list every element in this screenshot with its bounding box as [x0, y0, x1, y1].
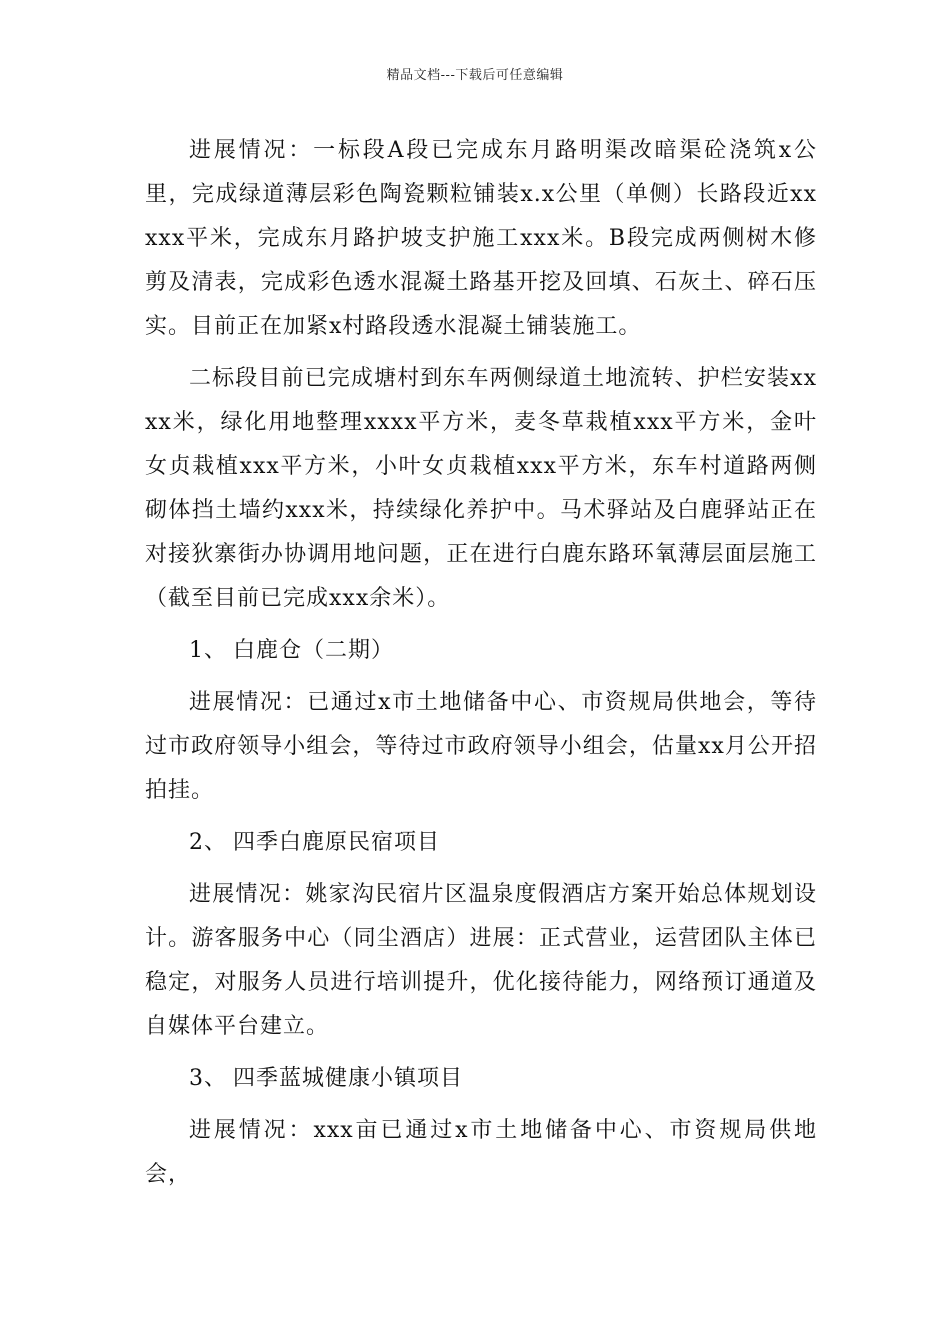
heading-number: 2、	[189, 830, 227, 855]
heading-title: 四季白鹿原民宿项目	[233, 830, 441, 855]
heading-homestay-project	[145, 821, 817, 865]
heading-number: 1、	[189, 638, 227, 663]
paragraph-bailucang-progress: 进展情况：已通过x市土地储备中心、市资规局供地会，等待过市政府领导小组会，等待过市政府领导小组会，估量xx月公开招拍挂。	[145, 690, 817, 803]
heading-number: 3、	[189, 1066, 227, 1091]
paragraph-health-town-progress: 进展情况：xxx亩已通过x市土地储备中心、市资规局供地会，	[145, 1118, 817, 1187]
heading-bailucang	[145, 629, 817, 673]
document-body	[145, 129, 817, 1205]
paragraph-section-2-progress: 二标段目前已完成塘村到东车两侧绿道土地流转、护栏安装xxxx米，绿化用地整理xxxx平方米，麦冬草栽植xxx平方米，金叶女贞栽植xxx平方米，小叶女贞栽植xxx平方米，东车村道路两侧砌体挡土墙约xxx米，持续绿化养护中。马术驿站及白鹿驿站正在对接狄寨街办协调用地问题，正在进行白鹿东路环氧薄层面层施工（截至目前已完成xxx余米）。	[145, 366, 817, 611]
paragraph-section-1-progress: 进展情况：一标段A段已完成东月路明渠改暗渠砼浇筑x公里，完成绿道薄层彩色陶瓷颗粒铺装x.x公里（单侧）长路段近xxxxx平米，完成东月路护坡支护施工xxx米。B段完成两侧树木修剪及清表，完成彩色透水混凝土路基开挖及回填、石灰土、碎石压实。目前正在加紧x村路段透水混凝土铺装施工。	[145, 138, 817, 339]
page-header: 精品文档---下载后可任意编辑	[386, 68, 564, 83]
heading-title: 白鹿仓（二期）	[233, 638, 395, 663]
paragraph-homestay-progress: 进展情况：姚家沟民宿片区温泉度假酒店方案开始总体规划设计。游客服务中心（同尘酒店）进展：正式营业，运营团队主体已稳定，对服务人员进行培训提升，优化接待能力，网络预订通道及自媒体平台建立。	[145, 882, 817, 1039]
heading-health-town-project	[145, 1057, 817, 1101]
heading-title: 四季蓝城健康小镇项目	[233, 1066, 464, 1091]
